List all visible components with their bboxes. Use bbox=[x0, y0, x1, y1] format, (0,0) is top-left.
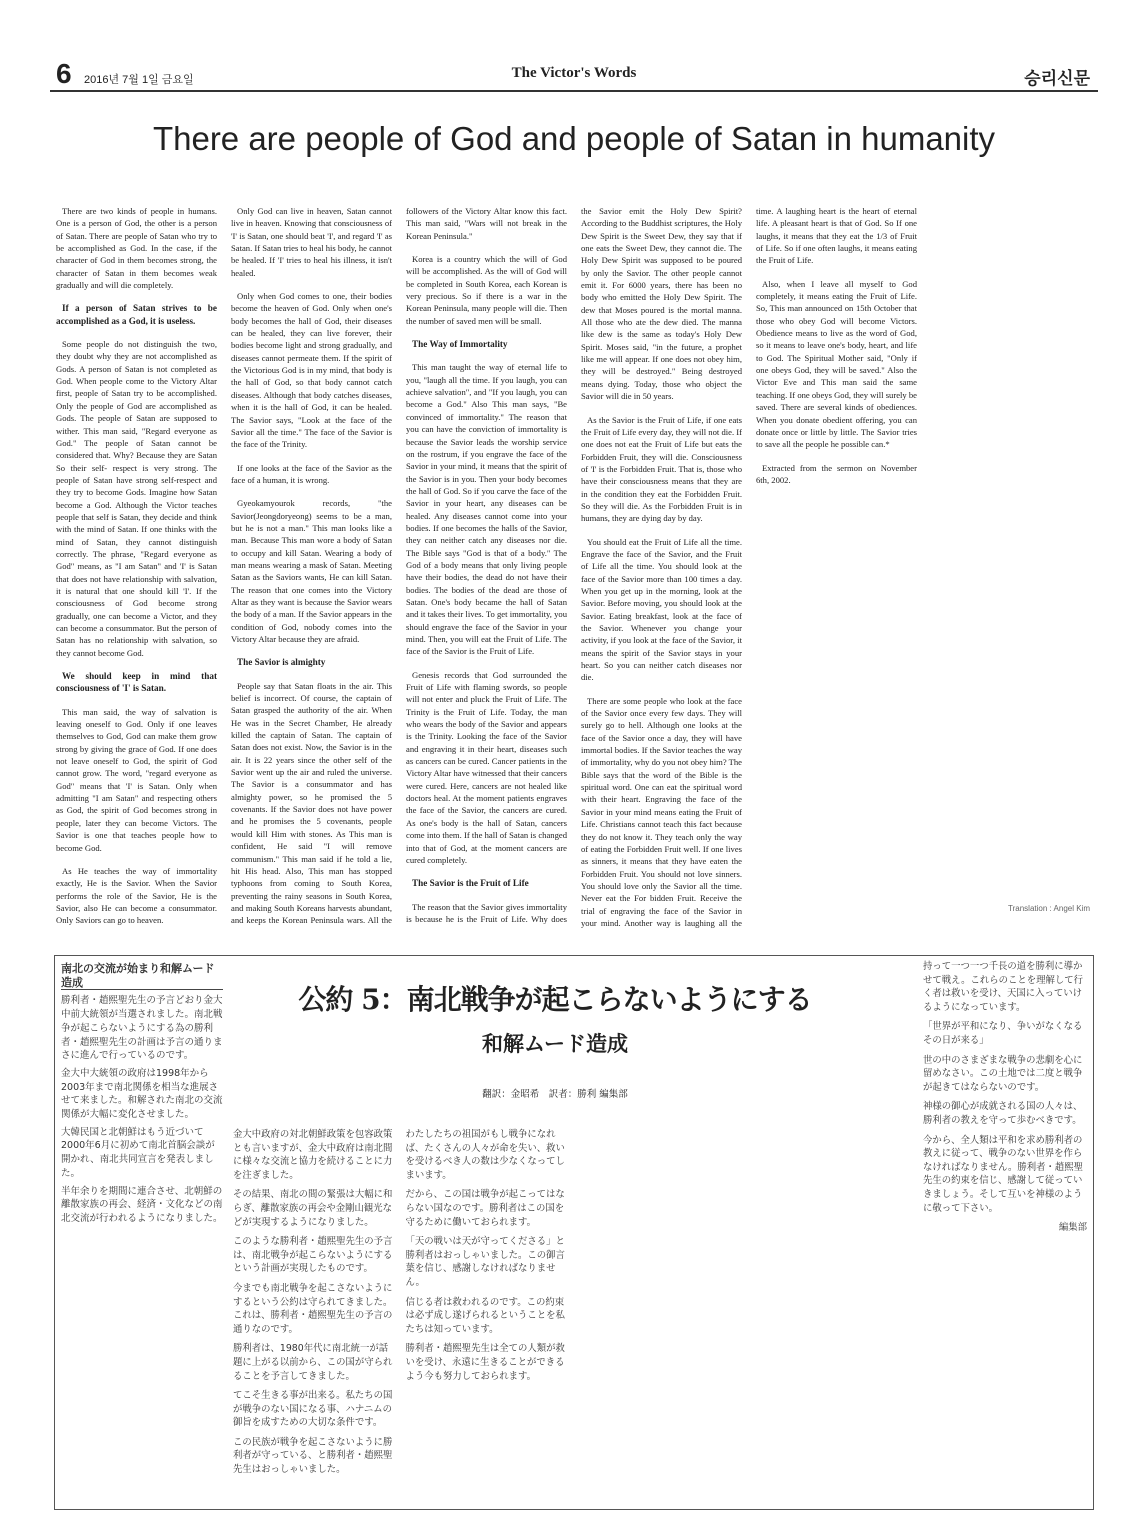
article-paragraph: This man said, the way of salvation is leaving oneself to God. Only if one leaves themselves to God, God can make them grow strong by giving the grace of God. If one does not leave oneself to God, the spirit of God cannot grow. The word, "regard everyone as God" means that 'I' is Satan. Only when admitting "I am Satan" and respecting others as God, the spirit of God becomes strong in people, later they can become Victors. The Savior is one that teaches people how to become God. bbox=[56, 706, 217, 853]
page-header bbox=[50, 58, 1098, 92]
article-subheading: The Way of Immortality bbox=[412, 339, 508, 350]
japanese-paragraph: このような勝利者・趙熙聖先生の予言は、南北戦争が起こらないようにするという計画が実現したものです。 bbox=[233, 1236, 393, 1275]
japanese-paragraph: 金大中政府の対北朝鮮政策を包容政策とも言いますが、金大中政府は南北間に様々な交流と協力を続けることに力を注ぎました。 bbox=[233, 1129, 393, 1181]
article-paragraph: Only God can live in heaven, Satan cannot live in heaven. Knowing that consciousness of 'I' is Satan, one should beat 'I', and regard 'I' as Satan. If Satan tries to heal his body, he cannot be healed. If 'I' tries to heal his illness, it isn't healed. bbox=[231, 206, 393, 278]
article-subheading: We should keep in mind that consciousness of 'I' is Satan. bbox=[56, 671, 217, 694]
article-paragraph: There are two kinds of people in humans. One is a person of God, the other is a person of Satan. There are people of Satan who try to be accomplished as God. In the case, if the character of God in them becomes strong, the character of Satan in them becomes weak gradually and will die completely. bbox=[56, 206, 217, 291]
sidebar-title: 南北の交流が始まり和解ムード造成 bbox=[61, 962, 223, 990]
japanese-author: 編集部 bbox=[1058, 1222, 1087, 1234]
japanese-paragraph: 勝利者は、1980年代に南北統一が話題に上がる以前から、この国が守られることを予言してきました。 bbox=[233, 1343, 393, 1382]
article-paragraph: The reason that the Savior gives immortality is because he is the Fruit of Life. Why does the Savior emit the Holy Dew Spirit? According to the Buddhist scriptures, the Holy Dew Spirit is the Sweet Dew, they say that if one eats the Sweet Dew, they cannot die. The Holy Dew Spirit was supposed to be poured by only the Savior. The other people cannot emit it. For 6000 years, there has been no body who emitted the Holy Dew Spirit. The dew that Moses poured is the mortal manna. All those who ate the dew died. The manna like dew is the same as today's Holy Dew Spirit. Moses said, "in the future, a prophet like me will appear. If one does not obey him, they will be destroyed." Being destroyed means dying. Today, those who object the Savior will die in 50 years. bbox=[406, 206, 742, 924]
japanese-headline: 公約 5：南北戦争が起こらないようにする bbox=[298, 983, 812, 1016]
japanese-paragraph: わたしたちの祖国がもし戦争になれば、たくさんの人々が命を失い、救いを受けるべき人の数は少なくなってしまいます。 bbox=[405, 1129, 565, 1181]
right-paragraphs bbox=[923, 960, 1087, 1215]
sidebar-paragraphs bbox=[61, 994, 223, 1225]
japanese-byline: 翻訳：金昭希 訳者：勝利 編集部 bbox=[482, 1089, 628, 1100]
issue-date: 2016년 7월 1일 금요일 bbox=[84, 74, 194, 86]
right-paragraph: 今から、全人類は平和を求め勝利者の教えに従って、戦争のない世界を作らなければなりません。勝利者・趙熙聖先生の約束を信じ、感謝して従っていきましょう。そして互いを神様のように敬って下さい。 bbox=[923, 1134, 1083, 1214]
section-title: The Victor's Words bbox=[511, 65, 637, 81]
right-paragraph: 神様の御心が成就される国の人々は、勝利者の教えを守って歩むべきです。 bbox=[923, 1101, 1083, 1126]
article-paragraph: Extracted from the sermon on November 6th, 2002. bbox=[756, 462, 917, 485]
japanese-article-box bbox=[54, 955, 1094, 1510]
japanese-paragraph: 今までも南北戦争を起こさないようにするという公約は守られてきました。これは、勝利者・趙熙聖先生の予言の通りなのです。 bbox=[233, 1282, 393, 1335]
sidebar-paragraph: 大韓民国と北朝鮮はもう近づいて2000年6月に初めて南北首脳会談が開かれ、南北共同宣言を発表しました。 bbox=[61, 1126, 215, 1179]
article-body bbox=[56, 205, 1092, 930]
article-paragraph: Genesis records that God surrounded the Fruit of Life with flaming swords, so people will not enter and pluck the Fruit of Life. The Trinity is the Fruit of Life. Today, the man who wears the body of the Savior and appears is the Trinity. Looking the face of the Savior and engraving it in their heart, diseases such as cancers can be cured. Cancer patients in the Victory Altar have witnessed that their cancers were cured. Here, cancers are not healed like doctors heal. At the moment patients engraves the face of the Savior, the cancers are cured. As one's body is the hall of Satan, cancers come into them. If the hall of Satan is changed into that of God, at the moment cancers are cured completely. bbox=[406, 669, 567, 865]
japanese-paragraph: だから、この国は戦争が起こってはならない国なのです。勝利者はこの国を守るために働いておられます。 bbox=[405, 1189, 565, 1228]
right-paragraph: 持って一つ一つ千長の道を勝利に導かせて戦え。これらのことを理解して行く者は救いを受け、天国に入っていけるようになっています。 bbox=[923, 961, 1083, 1013]
article-subheading: The Savior is the Fruit of Life bbox=[412, 878, 529, 889]
article-paragraph: Only when God comes to one, their bodies become the heaven of God. Only when one's body becomes the hall of God, their diseases can be healed, they can live forever, their bodies become light and strong gradually, and diseases cannot permeate them. If the spirit of the Victorious God is in my mind, that body is the hall of God, so that body cannot catch diseases. Although that body catches diseases, when it is the hall of God, it can be healed. The Savior says, "Look at the face of the Savior all the time." The face of the Savior is the face of the Trinity. bbox=[231, 291, 392, 450]
article-paragraph: As the Savior is the Fruit of Life, if one eats the Fruit of Life every day, they will not die. If one does not eat the Fruit of Life but eats the Forbidden Fruit, they will die. Consciousness of 'I' is the Forbidden Fruit. That is, those who have their consciousness means that they are in the condition they eat the Forbidden Fruit. So they will die. As the Forbidden Fruit is in humans, they are dying day by day. bbox=[581, 414, 742, 524]
article-subheading: The Savior is almighty bbox=[237, 657, 326, 668]
sidebar-paragraph: 半年余りを期間に連合させ、北朝鮮の離散家族の再会、経済・文化などの南北交流が行われるようになりました。 bbox=[61, 1185, 223, 1224]
right-paragraph: 「世界が平和になり、争いがなくなるその日が来る」 bbox=[923, 1021, 1083, 1046]
article-paragraph: Also, when I leave all myself to God completely, it means eating the Fruit of Life. So, This man announced on 15th October that those who obey God will become Victors. Obedience means to live as the word of God, so it means to leave one's body, heart, and life to God. The Spiritual Mother said, "Only if one obeys God, they will be saved." Also the Victor Eve and This man said the same teaching. If one obeys God, they will surely be saved. There are several kinds of obediences. When you donate obedient offering, you can donate once or little by little. The Savior tries to save all the people he possible can.* bbox=[756, 278, 917, 450]
newspaper-brand: 승리신문 bbox=[1024, 69, 1090, 88]
japanese-paragraph: 「天の戦いは天が守ってくださる」と勝利者はおっしゃいました。この御言葉を信じ、感謝しなければなりません。 bbox=[405, 1236, 565, 1288]
right-paragraph: 世の中のさまざまな戦争の悲劇を心に留めなさい。この土地では二度と戦争が起きてはならないのです。 bbox=[923, 1054, 1083, 1093]
japanese-paragraph: この民族が戦争を起こさないように勝利者が守っている、と勝利者・趙熙聖先生はおっしゃいました。 bbox=[233, 1436, 393, 1476]
article-paragraph: As He teaches the way of immortality exactly, He is the Savior. When the Savior performs the role of the Savior, He is the Savior, also He can become a consummator. Only Saviors can go to heaven. bbox=[56, 865, 217, 926]
article-paragraph: Gyeokamyourok records, "the Savior(Jeongdoryeong) seems to be a man, but he is not a man." This man looks like a man. Because This man wore a body of Satan to occupy and kill Satan. Wearing a body of man means wearing a mask of Satan. Meeting Satan as the Saviors wants, He can kill Satan. The reason that one comes into the Victory Altar as they want is because the Savior wears the body of a man. If the Savior appears in the condition of God, nobody comes into the Victory Altar because they are afraid. bbox=[231, 498, 392, 644]
article-paragraph: If one looks at the face of the Savior as the face of a human, it is wrong. bbox=[231, 462, 392, 485]
article-paragraph: Korea is a country which the will of God will be accomplished. As the will of God will be completed in South Korea, each Korean is very precious. So if there is a war in the Korean Peninsula, many people will die. Then the number of saved men will be small. bbox=[406, 254, 567, 326]
japanese-paragraph: てこそ生きる事が出来る。私たちの国が戦争のない国になる事、ハナニムの御旨を成すための大切な条件です。 bbox=[233, 1390, 393, 1429]
japanese-right-column bbox=[923, 960, 1087, 1501]
japanese-subheadline: 和解ムード造成 bbox=[482, 1032, 628, 1056]
sidebar-paragraph: 金大中大統領の政府は1998年から2003年まで南北関係を相当な進展させて来ました。和解された南北の交流関係が大幅に変化させました。 bbox=[61, 1067, 223, 1121]
sidebar-paragraph: 勝利者・趙熙聖先生の予言どおり金大中前大統領が当選されました。南北戦争が起こらないようにする為の勝利者・趙熙聖先生の計画は予言の通りまさに進んで行っているのです。 bbox=[61, 995, 223, 1062]
japanese-paragraph: 信じる者は救われるのです。この約束は必ず成し遂げられるということを私たちは知っています。 bbox=[405, 1296, 565, 1335]
japanese-paragraph: 勝利者・趙熙聖先生は全ての人類が救いを受け、永遠に生きることができるよう今も努力しておられます。 bbox=[405, 1343, 565, 1382]
translator-credit: Translation : Angel Kim bbox=[1008, 904, 1090, 913]
article-paragraph: You should eat the Fruit of Life all the time. Engrave the face of the Savior, and the Fruit of Life all the time. You should look at the face of the Savior more than 100 times a day. When you get up in the morning, look at the Savior. Before moving, you should look at the Savior. Eating breakfast, look at the face of the Savior. Whenever you change your activity, if you look at the face of the Savior, it means the spirit of the Savior stays in your heart. So you can neither catch diseases nor die. bbox=[581, 536, 742, 683]
article-paragraph: There are some people who look at the face of the Savior once every few days. They will surely go to hell. Although one looks at the face of the Savior once a day, they will have immortal bodies. If the Savior teaches the way of immortality, why do you not obey him? The Bible says that the word of the Bible is the spiritual word. One can eat the spiritual word with their heart. Engraving the face of the Savior in your mind means eating the Fruit of Life. Christians cannot teach this fact because they do not know it. They teach only the way of eating the Forbidden Fruit well. If one lives as sinners, it means that they have eaten the Forbidden Fruit. You should not love sinners. You should love only the Savior all the time. Never eat the For bidden Fruit. Receive the trial of engraving the face of the Savior in your mind. Another way is laughing all the time. A laughing heart is the heart of eternal life. A pleasant heart is that of God. So If one laughs, it means that they eat the 1/3 of Fruit of Life. So if one often laughs, it means eating the Fruit of Life. bbox=[581, 206, 917, 928]
article-paragraph: Some people do not distinguish the two, they doubt why they are not accomplished as Gods. A person of Satan is not completed as God. When people come to the Victory Altar first, people of Satan try to be accomplished. Only the people of God are accomplished as Gods. The people of Satan are supposed to wither. This man said, "Regard everyone as God." The people of Satan cannot be considered that. Why? Because they are Satan So their self- respect is very strong. The people of Satan have strong self-respect and they try to become Gods. Imagine how Satan become a God. Although the Victor teaches people that self is Satan, they decide and think with the mind of Satan. If one thinks with the mind of Satan, they cannot distinguish correctly. The phrase, "Regard everyone as God" means, as "I am Satan" and 'I' is Satan that does not have relationship with salvation, it is natural that one should kill 'I'. If the consciousness of God become strong gradually, one can become a Victor, and they can become a consummator. But the person of Satan has no relationship with salvation, so they cannot become God. bbox=[56, 339, 217, 658]
page-number: 6 bbox=[56, 58, 72, 89]
article-paragraph: This man taught the way of eternal life to you, "laugh all the time. If you laugh, you can achieve salvation", and "If you laugh, you can become a God." Also This man says, "Be convinced of immortality." The reason that you can have the conviction of immortality is because the Savior leads the worship service on the rostrum, if you engrave the face of the Savior in your mind, it means that the spirit of the Savior is in you. Then your body becomes the hall of God. So if you carve the face of the Savior in your heart, any diseases can be healed. Any diseases cannot come into your bodies. If one becomes the halls of the Savior, they can neither catch any diseases nor die. The Bible says "God is that of a body." The God of a body means that only living people have their bodies, the dead do not have their bodies. The bodies of the dead are those of Satan. One's body became the hall of Satan and it takes their lives. To get immortality, you should engrave the face of the Savior in your mind. Then, you will eat the Fruit of Life. The face of the Savior is the Fruit of Life. bbox=[406, 362, 567, 657]
article-subheading: If a person of Satan strives to be accomplished as a God, it is useless. bbox=[56, 303, 217, 326]
japanese-body bbox=[233, 1128, 913, 1493]
article-paragraph: People say that Satan floats in the air. This belief is incorrect. Of course, the captain of Satan grasped the authority of the air. When He was in the Secret Chamber, He already killed the captain of Satan. The captain of Satan does not exist. Now, the Savior is in the air. It is 22 years since the other self of the Savior went up the air and ruled the universe. The Savior is a consummator and has almighty power, so he promised the 5 covenants. If the Savior does not have power and he promises the 5 covenants, people would kill Him with stones. As This man is confident, He said "I will remove communism." This man said if he told a lie, hit His head. Also, This man has stopped typhoons from coming to South Korea, preventing the rainy seasons in South Korea, and making South Koreans harvests abundant, and keeps the Korean Peninsula wars. All the followers of the Victory Altar know this fact. This man said, "Wars will not break in the Korean Peninsula." bbox=[231, 206, 567, 926]
japanese-sidebar bbox=[61, 962, 223, 1501]
article-headline: There are people of God and people of Satan in humanity bbox=[152, 120, 996, 157]
japanese-paragraph: その結果、南北の間の緊張は大幅に和らぎ、離散家族の再会や金剛山観光などが実現するようになりました。 bbox=[233, 1189, 393, 1228]
